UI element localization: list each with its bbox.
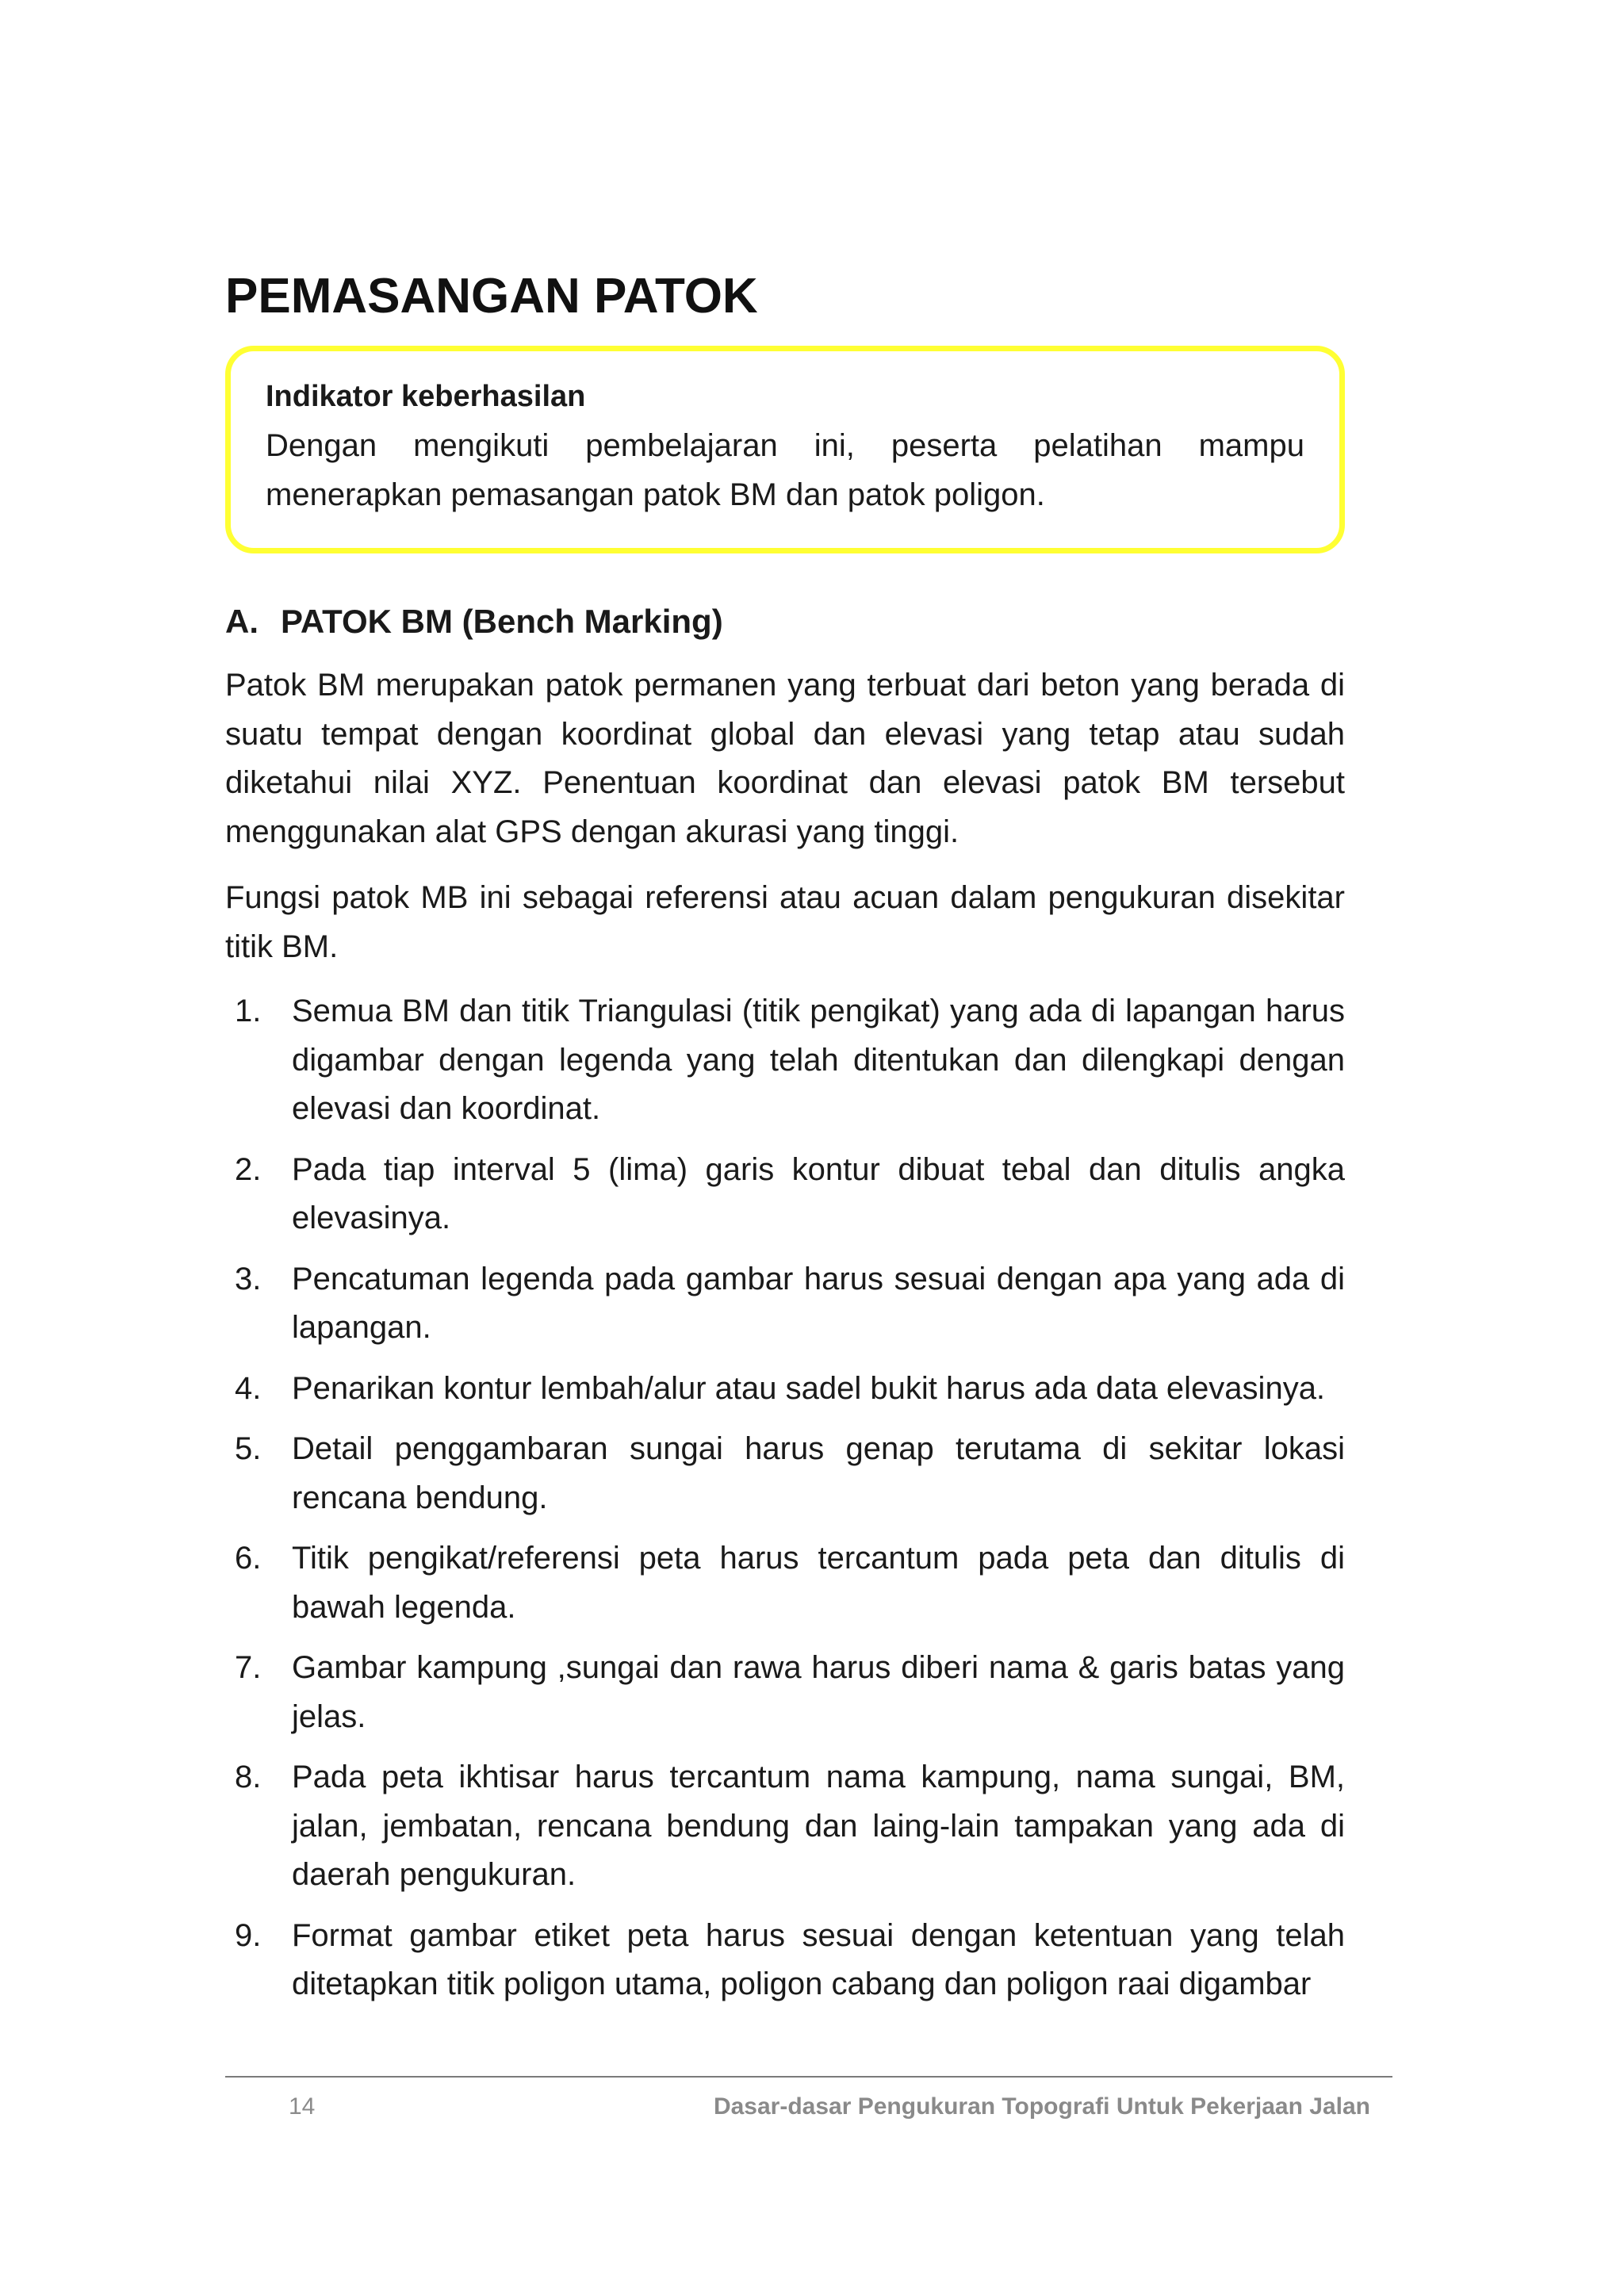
indicator-text: Dengan mengikuti pembelajaran ini, peserta pelatihan mampu menerapkan pemasangan patok BM dan patok poligon. [266,428,1304,512]
numbered-list [225,987,1345,2021]
list-item [225,1146,1345,1243]
list-text: Gambar kampung ,sungai dan rawa harus diberi nama & garis batas yang jelas. [292,1650,1345,1734]
list-item [225,987,1345,1134]
section-heading [225,598,723,645]
body-paragraph: Patok BM merupakan patok permanen yang terbuat dari beton yang berada di suatu tempat dengan koordinat global dan elevasi yang tetap atau sudah diketahui nilai XYZ. Penentuan koordinat dan elevasi patok BM tersebut menggunakan alat GPS dengan akurasi yang tinggi. [225,668,1345,849]
body-paragraph: Fungsi patok MB ini sebagai referensi atau acuan dalam pengukuran disekitar titik BM. [225,880,1345,964]
page-number: 14 [289,2093,316,2120]
list-text: Semua BM dan titik Triangulasi (titik pengikat) yang ada di lapangan harus digambar dengan legenda yang telah ditentukan dan dilengkapi dengan elevasi dan koordinat. [292,994,1345,1126]
list-text: Pada tiap interval 5 (lima) garis kontur dibuat tebal dan ditulis angka elevasinya. [292,1151,1345,1235]
list-number: 8. [235,1760,262,1794]
list-number: 3. [235,1261,262,1296]
section-letter: A. [225,603,259,640]
list-item [225,1534,1345,1632]
list-number: 7. [235,1650,262,1685]
list-item [225,1365,1345,1414]
list-text: Pada peta ikhtisar harus tercantum nama kampung, nama sungai, BM, jalan, jembatan, rencana bendung dan laing-lain tampakan yang ada di daerah pengukuran. [292,1760,1345,1892]
section-title: PATOK BM (Bench Marking) [281,603,723,640]
list-number: 6. [235,1541,262,1576]
list-text: Pencatuman legenda pada gambar harus sesuai dengan apa yang ada di lapangan. [292,1261,1345,1345]
list-number: 4. [235,1370,262,1406]
list-item [225,1255,1345,1353]
footer-divider [225,2076,1392,2078]
list-text: Detail penggambaran sungai harus genap terutama di sekitar lokasi rencana bendung. [292,1431,1345,1515]
list-text: Titik pengikat/referensi peta harus tercantum pada peta dan ditulis di bawah legenda. [292,1541,1345,1625]
list-item [225,1912,1345,2009]
indicator-title: Indikator keberhasilan [266,380,586,413]
list-number: 9. [235,1917,262,1953]
indicator-box [225,346,1345,553]
list-number: 5. [235,1431,262,1466]
chapter-title: PEMASANGAN PATOK [225,269,758,324]
running-title: Dasar-dasar Pengukuran Topografi Untuk Pekerjaan Jalan [713,2093,1370,2120]
list-number: 1. [235,994,262,1028]
list-item [225,1753,1345,1900]
list-item [225,1425,1345,1522]
list-number: 2. [235,1151,262,1187]
list-text: Penarikan kontur lembah/alur atau sadel bukit harus ada data elevasinya. [292,1370,1326,1406]
list-item [225,1644,1345,1741]
list-text: Format gambar etiket peta harus sesuai dengan ketentuan yang telah ditetapkan titik poligon utama, poligon cabang dan poligon raai digambar [292,1917,1345,2001]
